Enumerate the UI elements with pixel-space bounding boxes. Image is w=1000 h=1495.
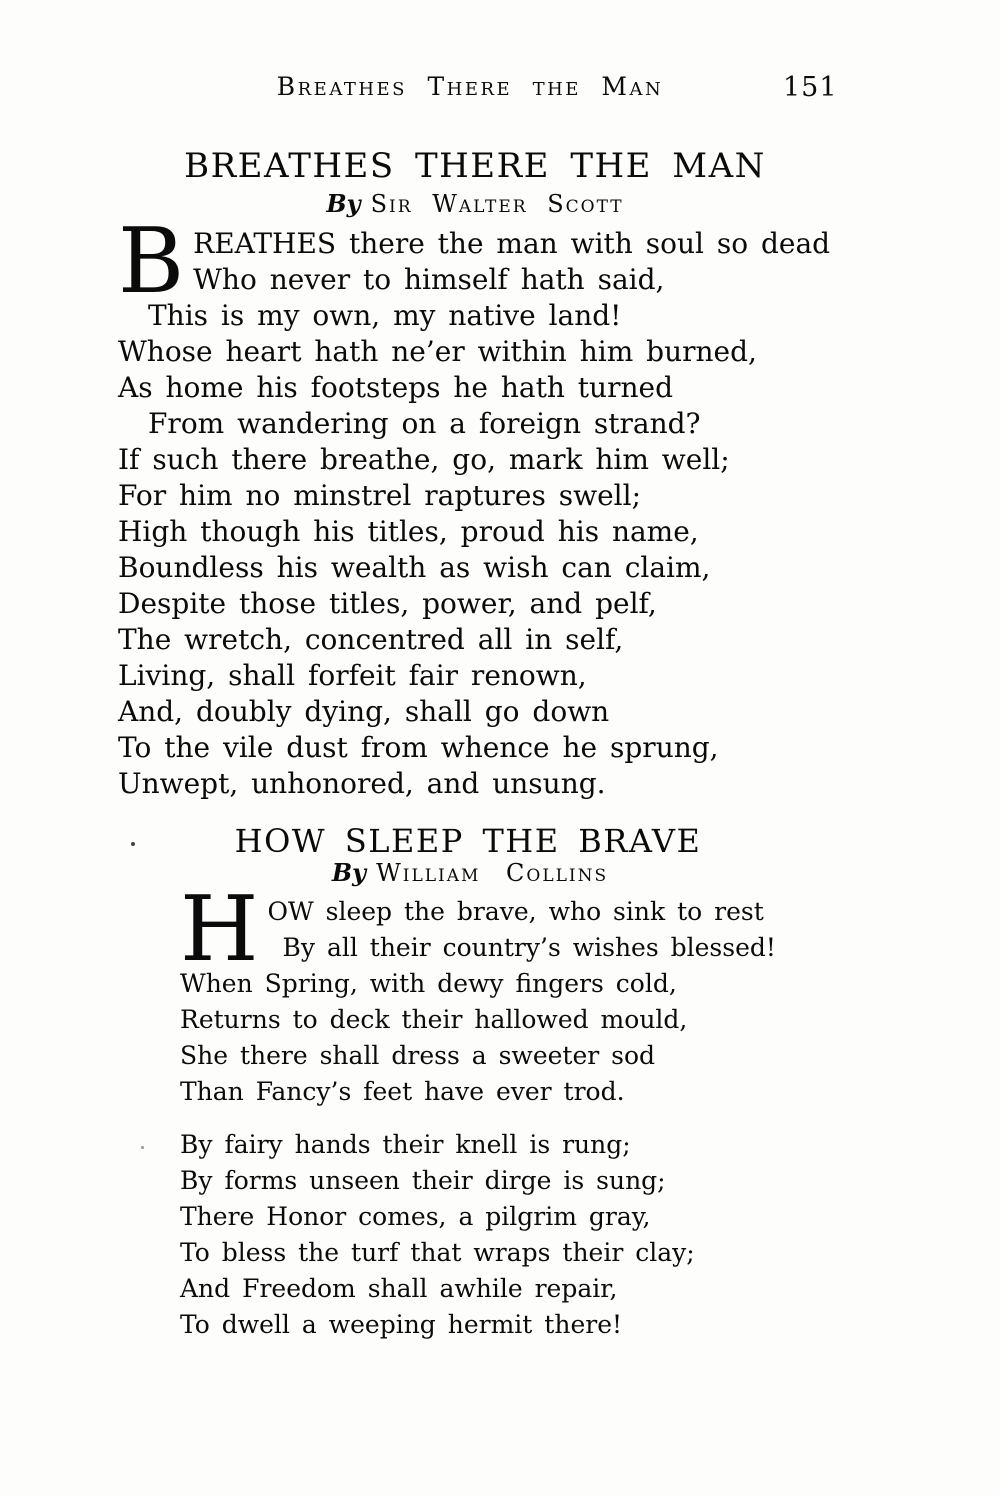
poem-line: High though his titles, proud his name,	[118, 515, 699, 548]
poem-line: And, doubly dying, shall go down	[118, 695, 610, 728]
poem-line: There Honor comes, a pilgrim gray,	[180, 1202, 651, 1231]
poem-line: Whose heart hath ne’er within him burned,	[118, 335, 757, 368]
poem2-opening-lines	[268, 894, 776, 966]
poem-line: From wandering on a foreign strand?	[148, 407, 701, 440]
poem-line: By fairy hands their knell is rung;	[180, 1130, 631, 1159]
poem-line: OW sleep the brave, who sink to rest	[267, 897, 764, 926]
poem-line: And Freedom shall awhile repair,	[180, 1274, 618, 1303]
poem-line: To dwell a weeping hermit there!	[180, 1310, 623, 1339]
poem1-title: BREATHES THERE THE MAN	[184, 146, 766, 186]
poem-line: Than Fancy’s feet have ever trod.	[180, 1077, 625, 1106]
poem1-opening-lines	[193, 226, 830, 298]
poem-line: Unwept, unhonored, and unsung.	[118, 767, 606, 800]
poem-line: She there shall dress a sweeter sod	[180, 1041, 656, 1070]
poem2-byline-prefix: By	[331, 858, 367, 887]
poem2-author: William Collins	[376, 859, 609, 887]
poem-line: When Spring, with dewy fingers cold,	[180, 969, 677, 998]
poem-line: As home his footsteps he hath turned	[118, 371, 673, 404]
poem2-stanza2	[180, 1127, 776, 1343]
poem-line: The wretch, concentred all in self,	[118, 623, 624, 656]
poem-line: REATHES there the man with soul so dead	[193, 227, 831, 260]
poem-line: This is my own, my native land!	[148, 299, 622, 332]
poem2-body	[180, 877, 776, 1343]
poem-line: By forms unseen their dirge is sung;	[180, 1166, 666, 1195]
poem2-dropcap: H	[180, 877, 259, 982]
poem1-byline-prefix: By	[326, 189, 361, 218]
print-artifact-dot	[131, 842, 135, 846]
poem1-opening	[118, 209, 831, 314]
poem-line: Despite those titles, power, and pelf,	[118, 587, 657, 620]
poem-line: If such there breathe, go, mark him well;	[118, 443, 730, 476]
poem-line: To the vile dust from whence he sprung,	[118, 731, 719, 764]
poem2-stanza1	[180, 966, 776, 1110]
running-head: Breathes There the Man	[276, 72, 664, 101]
page-number: 151	[783, 72, 838, 103]
poem-line: Returns to deck their hallowed mould,	[180, 1005, 688, 1034]
poem-line: Living, shall forfeit fair renown,	[118, 659, 587, 692]
poem2-title: HOW SLEEP THE BRAVE	[234, 822, 702, 860]
poem-line: For him no minstrel raptures swell;	[118, 479, 642, 512]
print-artifact-dot	[141, 1146, 144, 1149]
poem1-body	[118, 209, 831, 802]
poem-line: Who never to himself hath said,	[193, 263, 665, 296]
poem-line: By all their country’s wishes blessed!	[282, 933, 776, 962]
poem2-opening	[180, 877, 776, 982]
poem1-dropcap: B	[118, 209, 185, 314]
poem2-byline	[0, 858, 940, 887]
poem1-author: Sir Walter Scott	[370, 190, 624, 218]
poem-line: Boundless his wealth as wish can claim,	[118, 551, 711, 584]
poem-line: To bless the turf that wraps their clay;	[180, 1238, 695, 1267]
